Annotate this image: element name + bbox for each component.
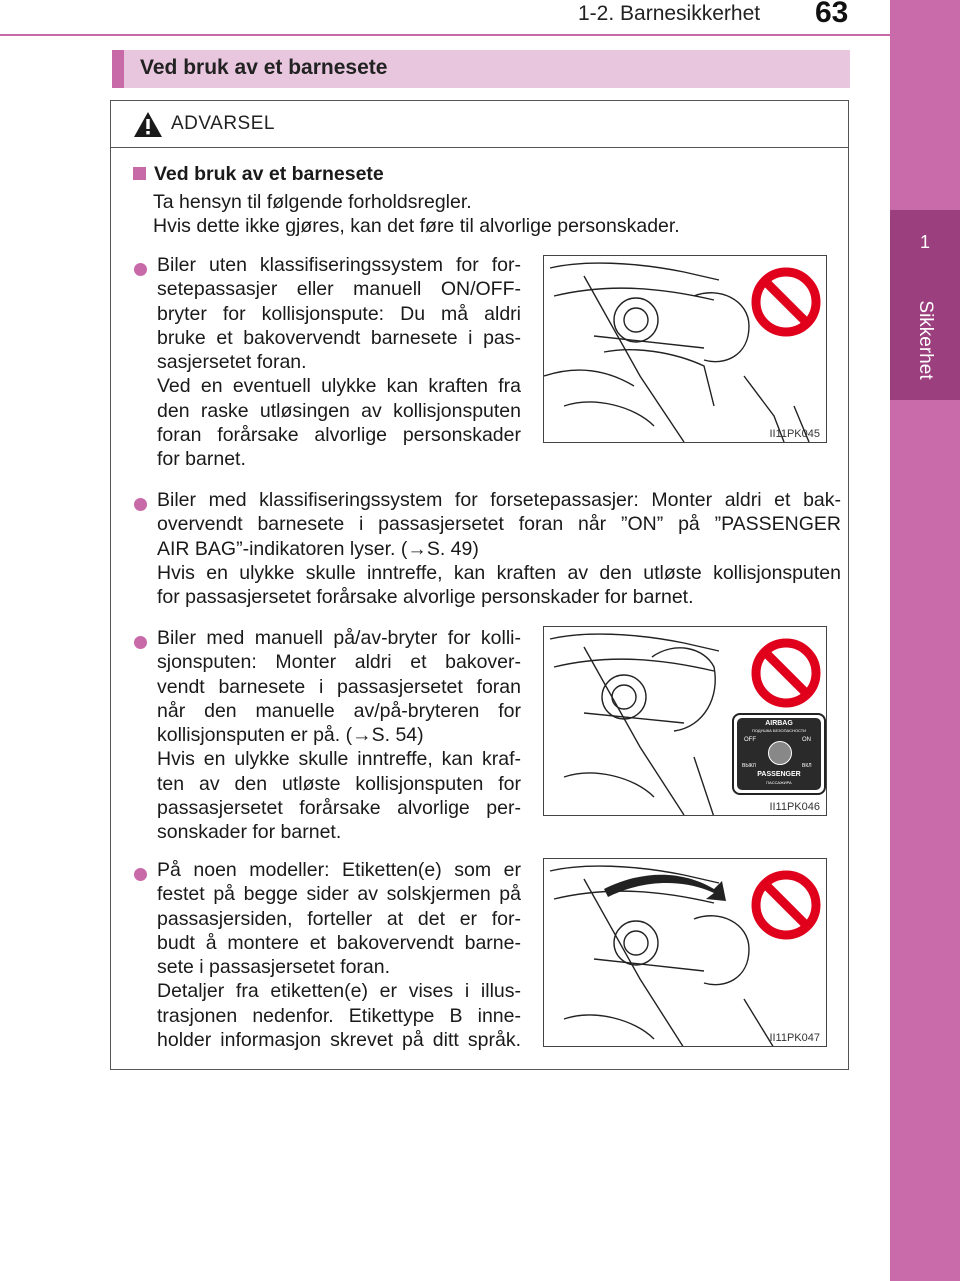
switch-knob-icon [768, 741, 792, 765]
switch-label-on: ON [802, 737, 811, 743]
prohibition-icon [750, 637, 822, 709]
section-title-bar [112, 50, 850, 88]
warning-box [110, 100, 849, 1070]
warning-intro: Ta hensyn til følgende forholdsregler. Hvis dette ikke gjøres, kan det føre til alvorlige personskader. [153, 191, 680, 238]
switch-label-passenger-ru: ПАССАЖИРА [766, 780, 792, 785]
airbag-switch-inset [732, 713, 826, 795]
chapter-title: 1-2. Barnesikkerhet [578, 2, 761, 25]
bullet-text-4: På noen modeller: Etiketten(e) som er festet på begge sider av solskjermen på passasjersiden, forteller at det er for- budt å montere et bakovervendt barne- sete i passasjersetet foran. Detaljer fra etiketten(e) er vises i illus- trasjonen nedenfor. Etikettype B inne- holder informasjon skrevet på ditt språk. [157, 859, 521, 1052]
switch-label-off: OFF [744, 737, 756, 743]
switch-label-off-ru: ВЫКЛ [742, 763, 756, 769]
warning-subheading: Ved bruk av et barnesete [133, 163, 384, 186]
bullet-text-2: Biler med klassifiseringssystem for forsetepassasjer: Monter aldri et bak- overvendt barnesete i passasjersetet foran når ”ON” på ”PASSENGER AIR BAG”-indikatoren lyser. (→S. 49) Hvis en ulykke skulle inntreffe, kan kraften av den utløste kollisjonsputen for passasjersetet forårsake alvorlige personskader for barnet. [157, 489, 841, 609]
side-tab [890, 0, 960, 1281]
square-bullet-icon [133, 167, 146, 180]
airbag-illustration-3 [543, 858, 827, 1047]
prohibition-icon [750, 869, 822, 941]
side-tab-number: 1 [919, 232, 930, 252]
switch-label-airbag: AIRBAG [765, 720, 793, 727]
bullet-text-3: Biler med manuell på/av-bryter for kolli- sjonsputen: Monter aldri et bakover- vendt barnesete i passasjersetet foran når den manuelle av/på-bryteren for kollisjonsputen er på. (→S. 54) Hvis en ulykke skulle inntreffe, kan kraf- ten av den utløste kollisjonsputen for passasjersetet forårsake alvorlige per- sonskader for barnet. [157, 627, 521, 844]
airbag-illustration-2 [543, 626, 827, 816]
bullet-icon [134, 263, 147, 276]
section-title: Ved bruk av et barnesete [140, 56, 388, 79]
header-rule [0, 34, 890, 36]
page-number: 63 [815, 0, 849, 29]
warning-label: ADVARSEL [171, 113, 275, 134]
bullet-text-1: Biler uten klassifiseringssystem for for- setepassasjer eller manuell ON/OFF- bryter for kollisjonspute: Du må aldri bruke et bakovervendt barnesete i pas- sasjersetet foran. Ved en eventuell ulykke kan kraften fra den raske utløsingen av kollisjonsputen foran forårsake alvorlige personskader for barnet. [157, 254, 521, 471]
switch-label-airbag-ru: ПОДУШКА БЕЗОПАСНОСТИ [751, 728, 807, 733]
bullet-icon [134, 868, 147, 881]
bullet-icon [134, 498, 147, 511]
airbag-illustration-1 [543, 255, 827, 443]
figure-code: II11PK046 [769, 801, 820, 813]
prohibition-icon [750, 266, 822, 338]
bullet-icon [134, 636, 147, 649]
side-tab-label: Sikkerhet [915, 300, 936, 380]
figure-code: II11PK045 [769, 428, 820, 440]
switch-label-on-ru: ВКЛ [802, 763, 812, 769]
warning-header [111, 101, 848, 148]
switch-label-passenger: PASSENGER [757, 771, 801, 778]
warning-triangle-icon [133, 111, 163, 138]
figure-code: II11PK047 [769, 1032, 820, 1044]
